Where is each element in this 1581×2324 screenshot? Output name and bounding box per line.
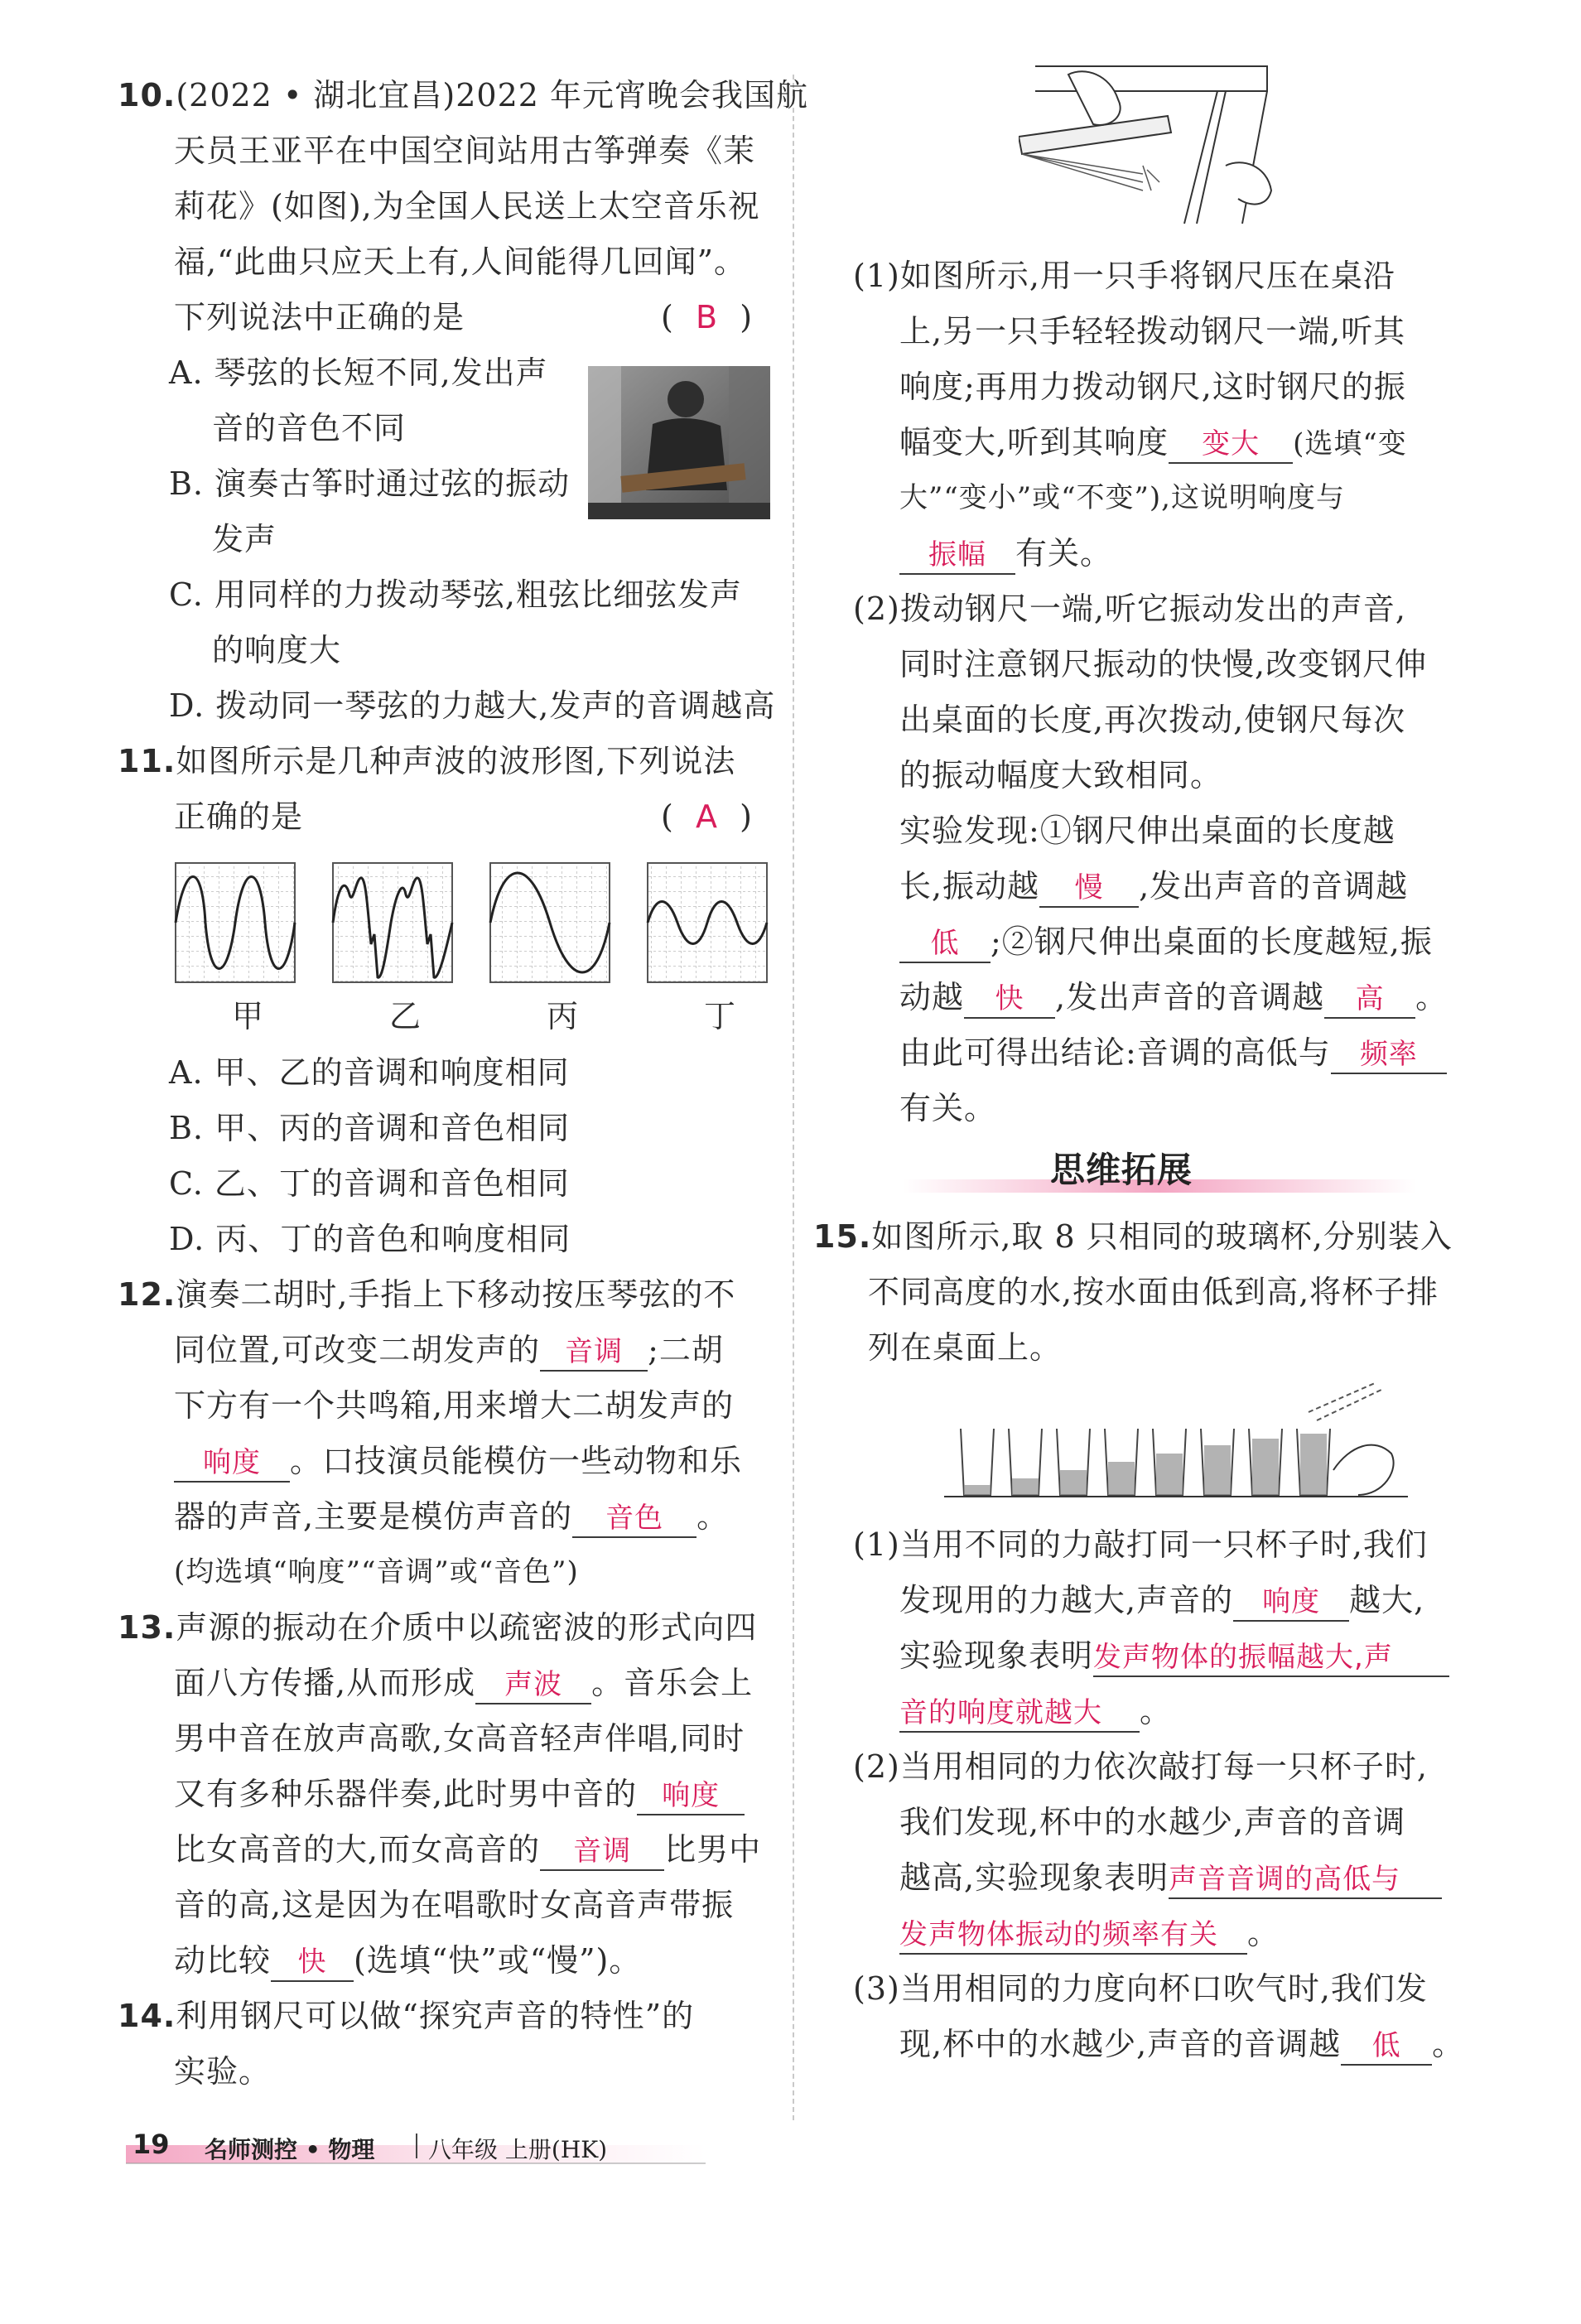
guzheng-photo: [588, 366, 770, 519]
q14-p2-answer3: 快: [964, 981, 1055, 1019]
q15-p3-answer: 低: [1341, 2027, 1432, 2066]
q12-answer1: 音调: [540, 1333, 648, 1372]
q12-number: 12.: [118, 1276, 176, 1313]
q14-p2-line2: 同时注意钢尺振动的快慢,改变钢尺伸: [899, 646, 1428, 682]
q15-number: 15.: [813, 1218, 872, 1255]
q12-text1: 演奏二胡时,手指上下移动按压琴弦的不: [176, 1276, 736, 1313]
q15-p1-text2b: 越大,: [1349, 1582, 1425, 1618]
q14-p1-line1: (1)如图所示,用一只手将钢尺压在桌沿: [853, 258, 1395, 294]
q13-line4: [174, 1773, 745, 1815]
glasses-figure: [944, 1379, 1408, 1503]
q14-p1-line4: [899, 422, 1407, 465]
q15-p2-line3: [899, 1857, 1442, 1899]
q15-p3-line2: [899, 2023, 1464, 2066]
q14-text1: 利用钢尺可以做“探究声音的特性”的: [176, 1998, 695, 2034]
q15-p2-line4: [899, 1912, 1280, 1955]
q11-line2: 正确的是: [174, 798, 304, 835]
q15-p1-text3a: 实验现象表明: [899, 1637, 1094, 1674]
q10-line1: [118, 75, 808, 116]
q14-p2-line9: [899, 1032, 1447, 1074]
q10-line4: 福,“此曲只应天上有,人间能得几回闻”。: [174, 243, 747, 280]
q14-line1: [118, 1995, 694, 2037]
q13-text7a: 动比较: [174, 1942, 272, 1979]
column-divider: [793, 75, 794, 2120]
q14-p2-answer5: 频率: [1331, 1036, 1447, 1074]
q10-option-b2: 发声: [212, 521, 277, 557]
q13-text5a: 比女高音的大,而女高音的: [174, 1831, 541, 1868]
q13-line5: [174, 1829, 761, 1871]
wave-yi: [333, 863, 452, 982]
q15-p2-line1: (2)当用相同的力依次敲打每一只杯子时,: [853, 1748, 1428, 1785]
q11-option-d: D. 丙、丁的音色和响度相同: [169, 1221, 571, 1257]
q15-p2-line2: 我们发现,杯中的水越少,声音的音调: [899, 1804, 1406, 1840]
q15-text1: 如图所示,取 8 只相同的玻璃杯,分别装入: [871, 1218, 1453, 1255]
q12-text5b: 。: [697, 1498, 730, 1535]
q12-line1: [118, 1274, 735, 1315]
q14-number: 14.: [118, 1998, 176, 2034]
q11-text1: 如图所示是几种声波的波形图,下列说法: [176, 743, 736, 779]
q14-p2-line8: [899, 976, 1448, 1019]
wave-label-ding: 丁: [704, 998, 737, 1034]
q15-line3: 列在桌面上。: [868, 1329, 1063, 1366]
q14-p2-line10: 有关。: [899, 1090, 997, 1126]
q14-p2-line6: [899, 865, 1408, 908]
wave-jia: [176, 863, 295, 982]
q12-answer2: 响度: [174, 1444, 290, 1483]
q10-answer: B: [695, 299, 719, 335]
q14-p1-line2: 上,另一只手轻轻拨动钢尺一端,听其: [899, 313, 1406, 350]
q10-option-a2: 音的音色不同: [212, 410, 407, 446]
q13-text2b: 。音乐会上: [591, 1665, 754, 1701]
q14-p2-line4: 的振动幅度大致相同。: [899, 757, 1223, 793]
q14-p2-text6b: ,发出声音的音调越: [1139, 868, 1409, 904]
q14-p2-line5: 实验发现:①钢尺伸出桌面的长度越: [899, 812, 1395, 849]
q10-option-d: D. 拨动同一琴弦的力越大,发声的音调越高: [169, 687, 776, 724]
q13-answer3: 音调: [540, 1833, 664, 1871]
q15-line1: [813, 1216, 1453, 1257]
q12-answer3: 音色: [572, 1500, 697, 1538]
waveform-figure: [174, 861, 778, 986]
q13-answer2: 响度: [637, 1777, 745, 1815]
q13-text7b: (选填“快”或“慢”)。: [354, 1942, 642, 1979]
q12-line4: [174, 1440, 742, 1483]
q12-line6: (均选填“响度”“音调”或“音色”): [174, 1555, 579, 1589]
q11-answer: A: [695, 798, 718, 835]
wave-bing: [490, 863, 610, 982]
q13-answer1: 声波: [475, 1666, 591, 1704]
q15-p1-line2: [899, 1579, 1424, 1622]
q14-p1-line5: 大”“变小”或“不变”),这说明响度与: [899, 481, 1345, 514]
q14-p1-answer1: 变大: [1169, 426, 1293, 464]
q13-line1: [118, 1607, 757, 1648]
q14-p2-answer1: 慢: [1039, 870, 1139, 908]
q13-text2a: 面八方传播,从而形成: [174, 1665, 476, 1701]
q10-option-c1: C. 用同样的力拨动琴弦,粗弦比细弦发声: [169, 576, 742, 613]
q13-line7: [174, 1940, 641, 1982]
wave-ding: [648, 863, 767, 982]
q14-p2-answer4: 高: [1324, 981, 1415, 1019]
wave-label-bing: 丙: [547, 998, 580, 1034]
q13-text1: 声源的振动在介质中以疏密波的形式向四: [176, 1609, 758, 1646]
q13-line6: 音的高,这是因为在唱歌时女高音声带振: [174, 1887, 735, 1923]
q15-p1-answer1: 响度: [1233, 1584, 1349, 1622]
q14-p2-line3: 出桌面的长度,再次拨动,使钢尺每次: [899, 702, 1406, 738]
q14-p2-text9a: 由此可得出结论:音调的高低与: [899, 1034, 1331, 1071]
q13-answer4: 快: [271, 1944, 354, 1982]
page-number: 19: [133, 2129, 170, 2160]
q15-p1-answer2b: 音的响度就越大: [899, 1695, 1140, 1733]
q15-p1-text2a: 发现用的力越大,声音的: [899, 1582, 1234, 1618]
q15-p3-text2b: 。: [1432, 2026, 1465, 2062]
q14-p1-text6b: 有关。: [1015, 535, 1113, 571]
page-footer: [126, 2129, 706, 2167]
q12-line5: [174, 1496, 729, 1538]
q14-p2-text8c: 。: [1415, 979, 1448, 1015]
footer-separator: [416, 2134, 417, 2158]
q15-p3-text2a: 现,杯中的水越少,声音的音调越: [899, 2026, 1342, 2062]
q14-p2-line1: (2)拨动钢尺一端,听它振动发出的声音,: [853, 591, 1406, 627]
q14-p1-answer2: 振幅: [899, 537, 1015, 575]
q11-option-a: A. 甲、乙的音调和响度相同: [169, 1054, 570, 1091]
q14-p2-text8a: 动越: [899, 979, 965, 1015]
q10-answer-paren: ( B ): [661, 299, 754, 335]
q14-p1-text4b: (选填“变: [1293, 427, 1407, 460]
q12-line3: 下方有一个共鸣箱,用来增大二胡发声的: [174, 1387, 735, 1424]
q11-option-b: B. 甲、丙的音调和音色相同: [169, 1110, 571, 1146]
q12-text4b: 。口技演员能模仿一些动物和乐: [290, 1443, 743, 1479]
q13-line2: [174, 1662, 753, 1704]
q14-p2-answer2: 低: [899, 925, 991, 963]
q14-p1-text4a: 幅变大,听到其响度: [899, 424, 1169, 460]
q15-p3-line1: (3)当用相同的力度向杯口吹气时,我们发: [853, 1970, 1428, 2007]
q12-text2b: ;二胡: [648, 1332, 724, 1368]
ruler-figure: [1019, 58, 1292, 232]
q13-text5b: 比男中: [664, 1831, 762, 1868]
q14-p1-line6: [899, 533, 1112, 575]
q15-p1-text4b: 。: [1140, 1693, 1173, 1729]
q15-line2: 不同高度的水,按水面由低到高,将杯子排: [868, 1274, 1439, 1310]
q11-number: 11.: [118, 743, 176, 779]
q11-answer-paren: ( A ): [661, 798, 753, 835]
q14-p2-text6a: 长,振动越: [899, 868, 1040, 904]
q10-option-b1: B. 演奏古筝时通过弦的振动: [169, 465, 571, 502]
q13-line3: 男中音在放声高歌,女高音轻声伴唱,同时: [174, 1720, 745, 1757]
q11-line1: [118, 740, 735, 782]
q10-line3: 莉花》(如图),为全国人民送上太空音乐祝: [174, 188, 760, 224]
q13-text4a: 又有多种乐器伴奏,此时男中音的: [174, 1776, 638, 1812]
footer-grade: 八年级 上册(HK): [428, 2136, 608, 2163]
q14-p2-text7b: ;②钢尺伸出桌面的长度越短,振: [991, 923, 1433, 960]
q10-line2: 天员王亚平在中国空间站用古筝弹奏《茉: [174, 133, 756, 169]
q10-number: 10.: [118, 77, 176, 113]
q12-line2: [174, 1329, 724, 1372]
q10-option-c2: 的响度大: [212, 632, 342, 668]
q14-line2: 实验。: [174, 2053, 272, 2090]
q14-p2-text8b: ,发出声音的音调越: [1055, 979, 1325, 1015]
q13-number: 13.: [118, 1609, 176, 1646]
section-title: 思维拓展: [1050, 1150, 1193, 1190]
wave-label-yi: 乙: [389, 998, 422, 1034]
q15-p1-line1: (1)当用不同的力敲打同一只杯子时,我们: [853, 1526, 1428, 1563]
q15-p2-answer1a: 声音音调的高低与: [1169, 1861, 1442, 1899]
q11-option-c: C. 乙、丁的音调和音色相同: [169, 1165, 570, 1202]
q15-p2-text4b: 。: [1247, 1915, 1280, 1951]
wave-label-jia: 甲: [232, 998, 265, 1034]
q14-p1-line3: 响度;再用力拨动钢尺,这时钢尺的振: [899, 369, 1406, 405]
q15-p2-text3a: 越高,实验现象表明: [899, 1859, 1169, 1896]
q10-line5: 下列说法中正确的是: [174, 299, 465, 335]
q15-p1-line4: [899, 1690, 1172, 1733]
q10-text1: (2022 • 湖北宜昌)2022 年元宵晚会我国航: [176, 77, 809, 113]
footer-book: 名师测控 • 物理: [205, 2136, 375, 2163]
q12-text5a: 器的声音,主要是模仿声音的: [174, 1498, 573, 1535]
q15-p1-answer2a: 发声物体的振幅越大,声: [1093, 1639, 1449, 1677]
q15-p1-line3: [899, 1635, 1449, 1677]
q10-option-a1: A. 琴弦的长短不同,发出声: [169, 354, 548, 391]
q12-text2a: 同位置,可改变二胡发声的: [174, 1332, 541, 1368]
q14-p2-line7: [899, 921, 1433, 963]
q15-p2-answer1b: 发声物体振动的频率有关: [899, 1917, 1247, 1955]
